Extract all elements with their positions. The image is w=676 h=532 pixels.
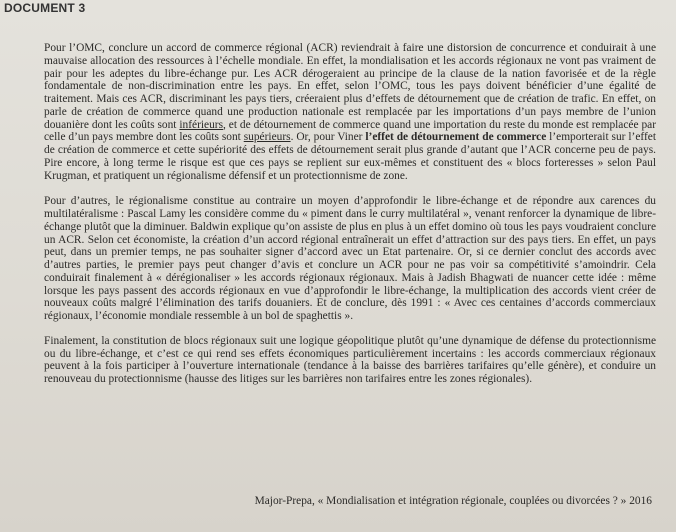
underlined-word-inferieurs: inférieurs (179, 118, 224, 131)
document-title: DOCUMENT 3 (4, 1, 86, 15)
paragraph-2 (44, 195, 656, 323)
paragraph-1-segment-7: l’emporterait sur l’effet de création de commerce et cette supériorité des effets de détournement serait plus grande d’autant que l’ACR concerne peu de pays. Pire encore, à long terme le risque est que ces pays se replient sur eux-mêmes et constituent des « blocs forteresses » selon Paul Krugman, et pratiquent un régionalisme défensif et un protectionnisme de zone. (44, 131, 656, 182)
bold-phrase-detournement: l’effet de détournement de commerce (365, 131, 547, 144)
paragraph-3-text: Finalement, la constitution de blocs régionaux suit une logique géopolitique plutôt qu’une dynamique de défense du protectionnisme ou du libre-échange, et c’est ce qui rend ses effets économiques particulièrement incertains : les accords commerciaux régionaux peuvent à la fois participer à l’ouverture internationale (tendance à la baisse des barrières tarifaires qu’elle génère), et conduire un renouveau du protectionnisme (hausse des litiges sur les barrières non tarifaires entre les zones régionales). (44, 334, 656, 385)
paragraph-1-segment-5: . Or, pour Viner (290, 131, 366, 144)
paragraph-1-segment-1: Pour l’OMC, conclure un accord de commerce régional (ACR) reviendrait à faire une distorsion de concurrence et conduirait à une mauvaise allocation des ressources à l’échelle mondiale. En effet, la mondialisation et les accords régionaux ne vont pas vraiment de pair pour les adeptes du libre-échange pur. Les ACR dérogeraient au principe de la clause de la nation favorisée et de la règle fondamentale de non-discrimination entre les pays. En effet, selon l’OMC, tous les pays doivent bénéficier d’une égalité de traitement. Mais ces ACR, discriminant les pays tiers, créeraient plus d’effets de détournement que de création de trafic. En effet, on parle de création de commerce quand une production nationale est remplacée par les importations d’un pays membre de l’union douanière dont les coûts sont (44, 42, 656, 131)
paragraph-1 (44, 42, 656, 182)
document-body (44, 42, 656, 399)
paragraph-2-text: Pour d’autres, le régionalisme constitue au contraire un moyen d’approfondir le libre-échange et de répondre aux carences du multilatéralisme : Pascal Lamy les considère comme du « piment dans le curry multilatéral », venant renforcer la dynamique de libre-échange plutôt que la diminuer. Baldwin explique qu’on assiste de plus en plus à un effet domino où tous les pays voudraient conclure un ACR. Selon cet économiste, la création d’un accord régional entraînerait un effet d’attraction sur des pays tiers. En effet, un pays peut, dans un premier temps, ne pas souhaiter signer d’accord avec un Etat partenaire. Or, si ce dernier conclut des accords avec d’autres parties, le premier pays peut changer d’avis et conclure un ACR pour ne pas voir sa compétitivité s’amoindrir. Cela conduirait finalement à « dérégionaliser » les accords régionaux régionaux. Mais à Jadish Bhagwati de nuancer cette idée : même lorsque les pays passent des accords régionaux en vue d’approfondir le libre-échange, la multiplication des accords vient créer de nouveaux coûts malgré l’élimination des tarifs douaniers. Et de conclure, dès 1991 : « Avec ces centaines d’accords commerciaux régionaux, l’économie mondiale ressemble à un bol de spaghettis ». (44, 195, 656, 322)
paragraph-3 (44, 335, 656, 386)
underlined-word-superieurs: supérieurs (243, 131, 291, 144)
paragraph-1-segment-3: , et de détournement de commerce quand une importation du reste du monde est remplacée par celle d’un pays membre dont les coûts sont (44, 118, 656, 144)
source-citation: Major-Prepa, « Mondialisation et intégration régionale, couplées ou divorcées ? » 2016 (254, 495, 652, 507)
